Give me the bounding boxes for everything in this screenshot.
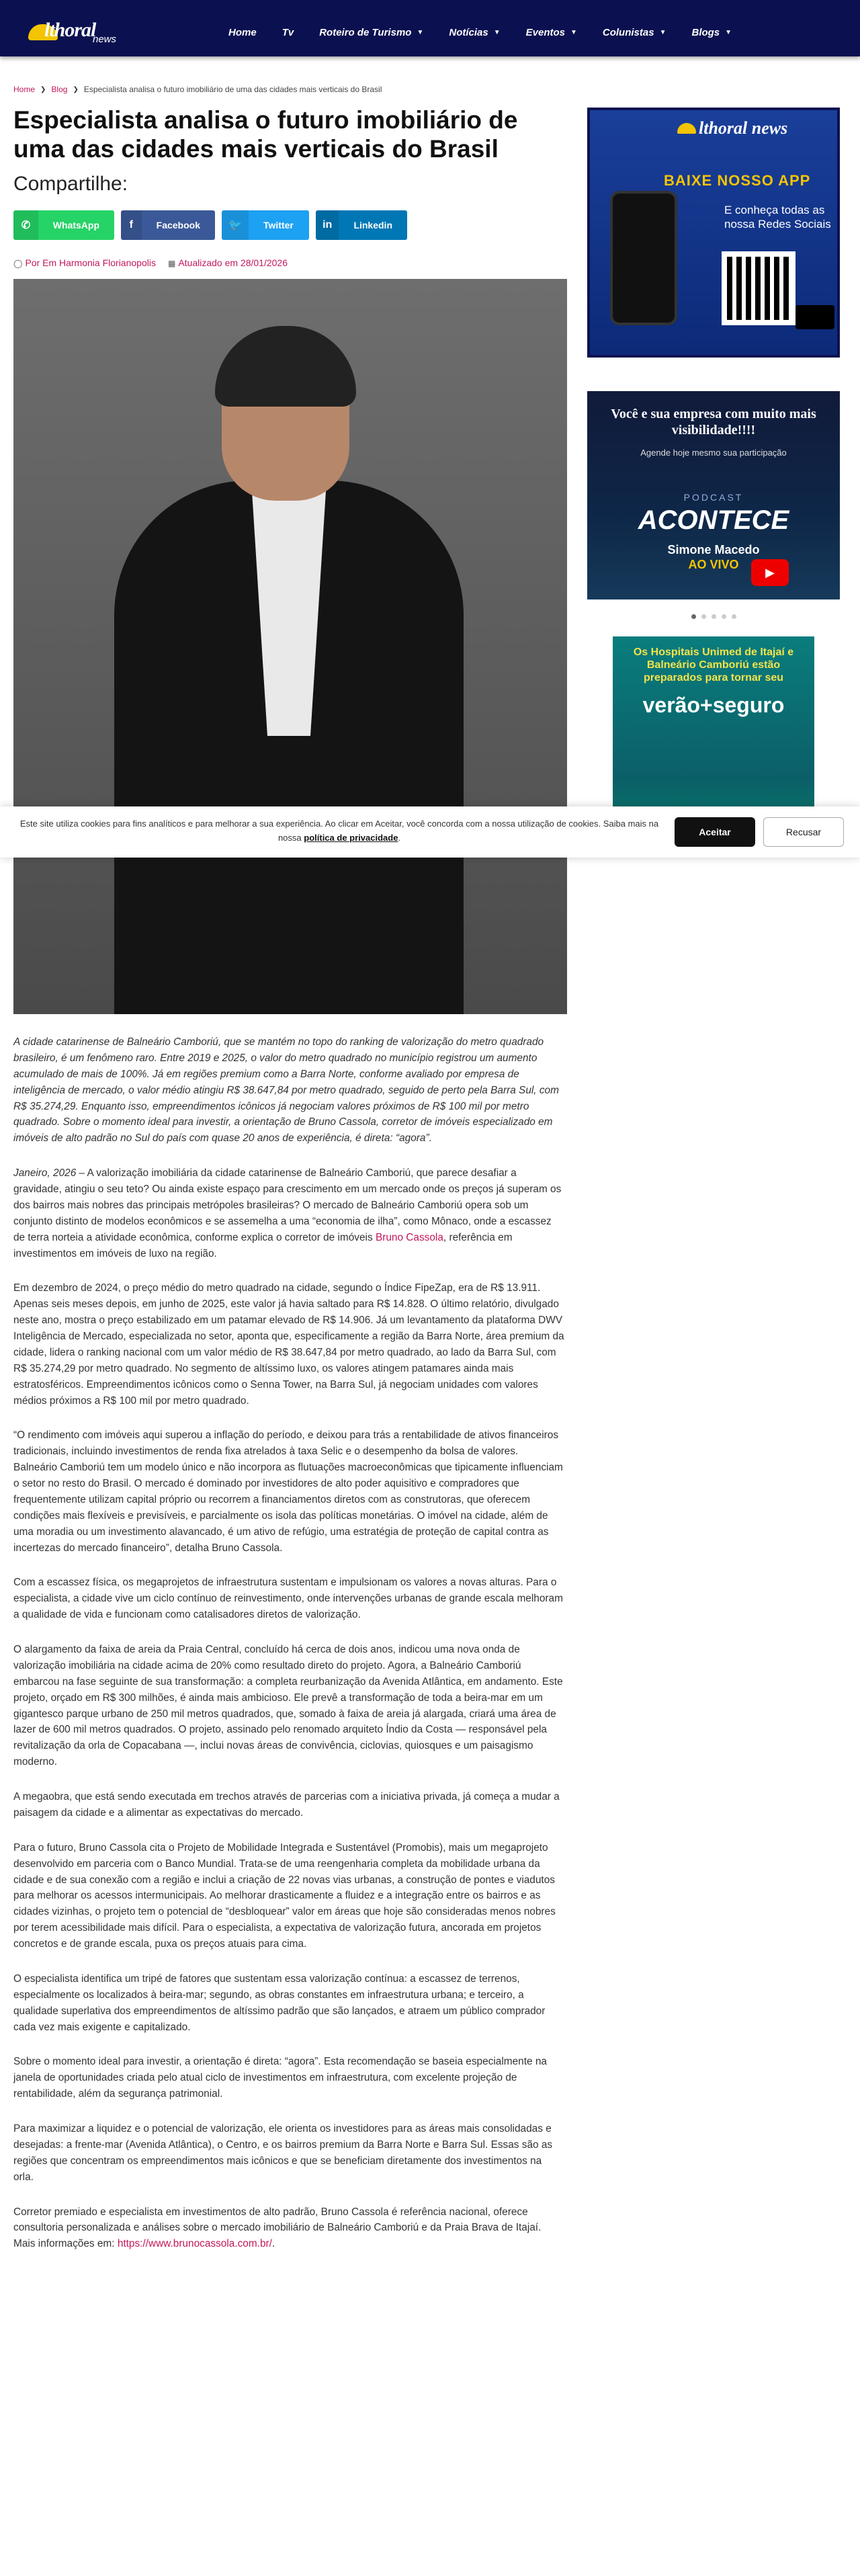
cookie-message: Este site utiliza cookies para fins analíticos e para melhorar a sua experiência. Ao clicar em Aceitar, você concorda com a nossa utilização de cookies. Saiba mais na nossa xyxy=(19,819,659,843)
whatsapp-icon: ✆ xyxy=(13,210,38,240)
nav-item-colunistas[interactable] xyxy=(603,27,666,38)
website-link[interactable]: https://www.brunocassola.com.br/ xyxy=(117,2238,272,2250)
article-lead: A cidade catarinense de Balneário Camboriú, que se mantém no topo do ranking de valorização do metro quadrado brasileiro, é um fenômeno raro. Entre 2019 e 2025, o valor do metro quadrado no município registrou um aumento acumulado de mais de 100%. Já em regiões premium como a Barra Norte, conforme avaliado por empresa de inteligência de mercado, o valor médio atingiu R$ 38.647,84 por metro quadrado, seguido de perto pela Barra Sul, com R$ 35.274,29. Enquanto isso, empreendimentos icônicos já negociam valores próximos de R$ 100 mil por metro quadrado. Sobre o momento ideal para investir, a orientação de Bruno Cassola, corretor de imóveis especializado em imóveis de alto padrão no Sul do país com quase 20 anos de experiência, é direta: “agora”. xyxy=(13,1036,559,1145)
site-header xyxy=(0,0,860,56)
banner-podcast-label: PODCAST xyxy=(683,492,744,503)
site-logo[interactable] xyxy=(28,17,129,44)
paragraph: O alargamento da faixa de areia da Praia Central, concluído há cerca de dois anos, indicou uma nova onda de valorização imobiliária na cidade acima de 20% como resultado direto do projeto. Agora, a Balneário Camboriú embarcou na fase seguinte de sua transformação: a completa reurbanização da Avenida Atlântica, em andamento. Este projeto, orçado em R$ 300 milhões, é ainda mais ambicioso. Ele prevê a transformação de toda a beira-mar em um gigantesco parque urbano de 250 mil metros quadrados, que, somado à faixa de areia já alargada, criará uma área de lazer de 600 mil metros quadrados. O projeto, assinado pelo renomado arquiteto Índio da Costa — responsável pela revitalização da orla de Copacabana —, inclui novas áreas de convivência, ciclovias, quiosques e um paisagismo moderno. xyxy=(13,1644,563,1768)
paragraph-text: , referência em investimentos em imóveis de luxo na região. xyxy=(13,1231,513,1259)
breadcrumb-home[interactable]: Home xyxy=(13,85,36,94)
privacy-policy-link[interactable]: política de privacidade xyxy=(304,832,398,843)
banner-highlight: verão+seguro xyxy=(642,693,785,717)
youtube-play-icon: ▶ xyxy=(751,559,789,586)
nav-item-home[interactable] xyxy=(228,27,257,38)
paragraph: “O rendimento com imóveis aqui superou a inflação do período, e deixou para trás a rentabilidade de ativos financeiros tradicionais, incluindo investimentos de renda fixa atrelados à taxa Selic e o desempenho da bolsa de valores. Balneário Camboriú tem um modelo único e não incorpora as flutuações macroeconômicas que tipicamente influenciam o setor no resto do Brasil. O mercado é dominado por investidores de alto poder aquisitivo e compradores que frequentemente utilizam capital próprio ou recorrem a financiamentos diretos com as construtoras, que oferecem condições mais flexíveis e previsíveis, e parcialmente os isola das políticas monetárias. O imóvel na cidade, além de uma moradia ou um investimento alavancado, é um ativo de refúgio, uma estratégia de proteção de capital contra as incertezas do mercado financeiro”, detalha Bruno Cassola. xyxy=(13,1429,563,1554)
nav-item-eventos[interactable] xyxy=(526,27,577,38)
banner-host: Simone Macedo xyxy=(667,543,760,556)
banner-headline: Você e sua empresa com muito mais visibilidade!!!! xyxy=(611,407,816,438)
breadcrumb-blog[interactable]: Blog xyxy=(51,85,68,94)
calendar-icon: ▦ xyxy=(167,259,176,269)
logo-text: lthoral xyxy=(44,19,96,41)
cookie-consent-bar xyxy=(0,806,860,858)
whatsapp-share-button[interactable] xyxy=(13,210,114,240)
banner-logo-text: lthoral news xyxy=(699,118,788,138)
author-name: Por Em Harmonia Florianopolis xyxy=(25,257,156,269)
banner-logo xyxy=(677,118,787,138)
twitter-share-button[interactable] xyxy=(222,210,309,240)
chevron-down-icon: ▼ xyxy=(725,29,732,36)
banner-subtitle: E conheça todas as nossa Redes Sociais xyxy=(724,204,831,231)
banner-live: AO VIVO xyxy=(688,558,739,571)
share-label: Facebook xyxy=(156,220,200,231)
facebook-icon: f xyxy=(121,210,142,240)
app-download-banner[interactable] xyxy=(587,108,840,358)
banner-subline: Agende hoje mesmo sua participação xyxy=(640,448,787,458)
share-label: Linkedin xyxy=(353,220,392,231)
app-store-badge-icon xyxy=(796,305,834,329)
nav-item-blogs[interactable] xyxy=(691,27,732,38)
share-label: WhatsApp xyxy=(52,220,99,231)
podcast-banner[interactable] xyxy=(587,391,840,599)
nav-item-noticias[interactable] xyxy=(449,27,500,38)
article-meta xyxy=(13,257,567,268)
share-buttons xyxy=(13,210,567,240)
paragraph: A megaobra, que está sendo executada em trechos através de parcerias com a iniciativa privada, já começa a mudar a paisagem da cidade e a alimentar as expectativas do mercado. xyxy=(13,1791,560,1819)
main-nav xyxy=(228,27,732,38)
nav-label: Home xyxy=(228,27,257,38)
linkedin-share-button[interactable] xyxy=(316,210,407,240)
sidebar xyxy=(587,108,840,838)
sun-logo-icon xyxy=(677,123,696,134)
breadcrumb xyxy=(13,85,567,94)
share-heading: Compartilhe: xyxy=(13,173,128,196)
user-icon: ◯ xyxy=(13,259,23,269)
nav-label: Tv xyxy=(282,27,294,38)
article-body xyxy=(13,1034,564,2252)
chevron-down-icon: ▼ xyxy=(570,29,577,36)
nav-label: Colunistas xyxy=(602,27,654,38)
chevron-down-icon: ▼ xyxy=(417,29,424,36)
paragraph-text: Corretor premiado e especialista em investimentos de alto padrão, Bruno Cassola é referência nacional, oferece consultoria personalizada e análises sobre o mercado imobiliário de Balneário Camboriú e da Praia Brava de Itajaí. Mais informações em: xyxy=(13,2206,542,2250)
updated-date xyxy=(168,257,288,268)
photo-hair xyxy=(215,326,356,407)
paragraph: Com a escassez física, os megaprojetos de infraestrutura sustentam e impulsionam os valores a novas alturas. Para o especialista, a cidade vive um ciclo contínuo de reinvestimento, onde intervenções urbanas de grande escala melhoram a qualidade de vida e funcionam como catalisadores diretos de valorização. xyxy=(13,1577,563,1621)
chevron-right-icon: ❯ xyxy=(40,85,46,93)
paragraph: Sobre o momento ideal para investir, a orientação é direta: “agora”. Esta recomendação se baseia especialmente na janela de oportunidades criada pelo atual ciclo de investimentos em infraestrutura, com excelente projeção de rentabilidade, além da segurança patrimonial. xyxy=(13,2056,547,2100)
cookie-message-end: . xyxy=(398,832,401,843)
carousel-dot[interactable] xyxy=(732,614,736,619)
paragraph-text: . xyxy=(271,2238,275,2250)
banner-title: BAIXE NOSSO APP xyxy=(664,172,811,189)
banner-text: Os Hospitais Unimed de Itajaí e Balneário Camboriú estão preparados para tornar seu xyxy=(633,647,794,684)
accept-cookies-button[interactable]: Aceitar xyxy=(675,817,755,847)
paragraph: O especialista identifica um tripé de fatores que sustentam essa valorização contínua: a escassez de terrenos, especialmente os localizados à beira-mar; segundo, as obras constantes em infraestrutura urbana; e terceiro, a qualidade superlativa dos empreendimentos de altíssimo padrão que são lançados, e atraem um público comprador cada vez mais exigente e capitalizado. xyxy=(13,1972,546,2033)
share-label: Twitter xyxy=(263,220,294,231)
facebook-share-button[interactable] xyxy=(121,210,215,240)
chevron-down-icon: ▼ xyxy=(493,29,501,36)
breadcrumb-current: Especialista analisa o futuro imobiliário de uma das cidades mais verticais do Brasil xyxy=(83,85,382,94)
carousel-dots xyxy=(587,614,840,619)
article-photo xyxy=(13,279,567,1014)
linkedin-icon: in xyxy=(316,210,339,240)
paragraph xyxy=(13,1165,564,1261)
nav-item-roteiro[interactable] xyxy=(319,27,423,38)
carousel-dot[interactable] xyxy=(701,614,706,619)
nav-label: Roteiro de Turismo xyxy=(319,27,412,38)
chevron-down-icon: ▼ xyxy=(659,29,666,36)
paragraph: Para maximizar a liquidez e o potencial de valorização, ele orienta os investidores para as áreas mais consolidadas e desejadas: a frente-mar (Avenida Atlântica), o Centro, e os bairros premium da Barra Norte e Barra Sul. Essas são as regiões que concentram os empreendimentos mais icônicos e que se beneficiam diretamente dos investimentos na orla. xyxy=(13,2123,553,2183)
paragraph: Para o futuro, Bruno Cassola cita o Projeto de Mobilidade Integrada e Sustentável (Promobis), mais um megaprojeto desenvolvido em parceria com o Banco Mundial. Trata-se de uma reengenharia completa da mobilidade urbana da cidade e de sua conexão com a região e inclui a criação de 22 novas vias urbanas, a construção de pontes e viadutos para melhorar os acessos intermunicipais. Ao melhorar drasticamente a fluidez e a integração entre os bairros e as cidades vizinhas, o projeto tem o potencial de “desbloquear” valor em áreas que hoje são consideradas menos nobres por terem acessibilidade mais difícil. Para o especialista, a expectativa de valorização futura, ancorada em projetos concretos e de grande escala, puxa os preços atuais para cima. xyxy=(13,1841,556,1950)
nav-label: Blogs xyxy=(691,27,720,38)
nav-item-tv[interactable] xyxy=(282,27,294,38)
page-title: Especialista analisa o futuro imobiliário de uma das cidades mais verticais do Brasil xyxy=(13,106,518,163)
logo-subtext: news xyxy=(93,34,117,45)
carousel-dot[interactable] xyxy=(722,614,726,619)
author[interactable] xyxy=(13,257,156,268)
qr-code-icon xyxy=(722,251,796,325)
nav-label: Notícias xyxy=(449,27,488,38)
paragraph-text: – A valorização imobiliária da cidade catarinense de Balneário Camboriú, que parece desafiar a gravidade, atingiu o seu teto? Ou ainda existe espaço para crescimento em um mercado onde os preços já superam os dos bairros mais nobres das principais metrópoles brasileiras? O mercado de Balneário Camboriú opera sob um conjunto distinto de modelos econômicos e se assemelha a uma “economia de ilha”, como Mônaco, onde a escassez de terra norteia a atividade econômica, conforme explica o corretor de imóveis xyxy=(13,1167,562,1243)
chevron-right-icon: ❯ xyxy=(73,85,79,93)
cookie-text xyxy=(13,817,665,845)
paragraph: Em dezembro de 2024, o preço médio do metro quadrado na cidade, segundo o Índice FipeZap, era de R$ 13.911. Apenas seis meses depois, em junho de 2025, este valor já havia saltado para R$ 14.828. O último relatório, divulgado neste ano, mostra o preço estabilizado em um patamar elevado de R$ 14.906. Já um levantamento da plataforma DWV Inteligência de Mercado, especializada no setor, aponta que, especificamente a região da Barra Norte, área premium da cidade, lidera o ranking nacional com um valor médio de R$ 38.647,84 por metro quadrado, ao lado da Barra Sul, com R$ 35.274,29 por metro quadrado. No segmento de altíssimo luxo, os valores atingem patamares ainda mais estratosféricos. Empreendimentos icônicos como o Senna Tower, na Barra Sul, já negociam unidades com valores médios próximos a R$ 100 mil por metro quadrado. xyxy=(13,1282,564,1407)
paragraph xyxy=(13,2204,564,2253)
carousel-dot[interactable] xyxy=(691,614,696,619)
reject-cookies-button[interactable]: Recusar xyxy=(763,817,844,847)
banner-podcast-title: ACONTECE xyxy=(638,505,789,535)
updated-text: Atualizado em 28/01/2026 xyxy=(178,257,288,269)
twitter-icon: 🐦 xyxy=(222,210,249,240)
dateline: Janeiro, 2026 xyxy=(13,1167,77,1179)
main-content xyxy=(13,85,567,2271)
nav-label: Eventos xyxy=(525,27,565,38)
bruno-cassola-link[interactable]: Bruno Cassola xyxy=(375,1231,443,1243)
phone-icon xyxy=(610,191,677,325)
carousel-dot[interactable] xyxy=(712,614,716,619)
